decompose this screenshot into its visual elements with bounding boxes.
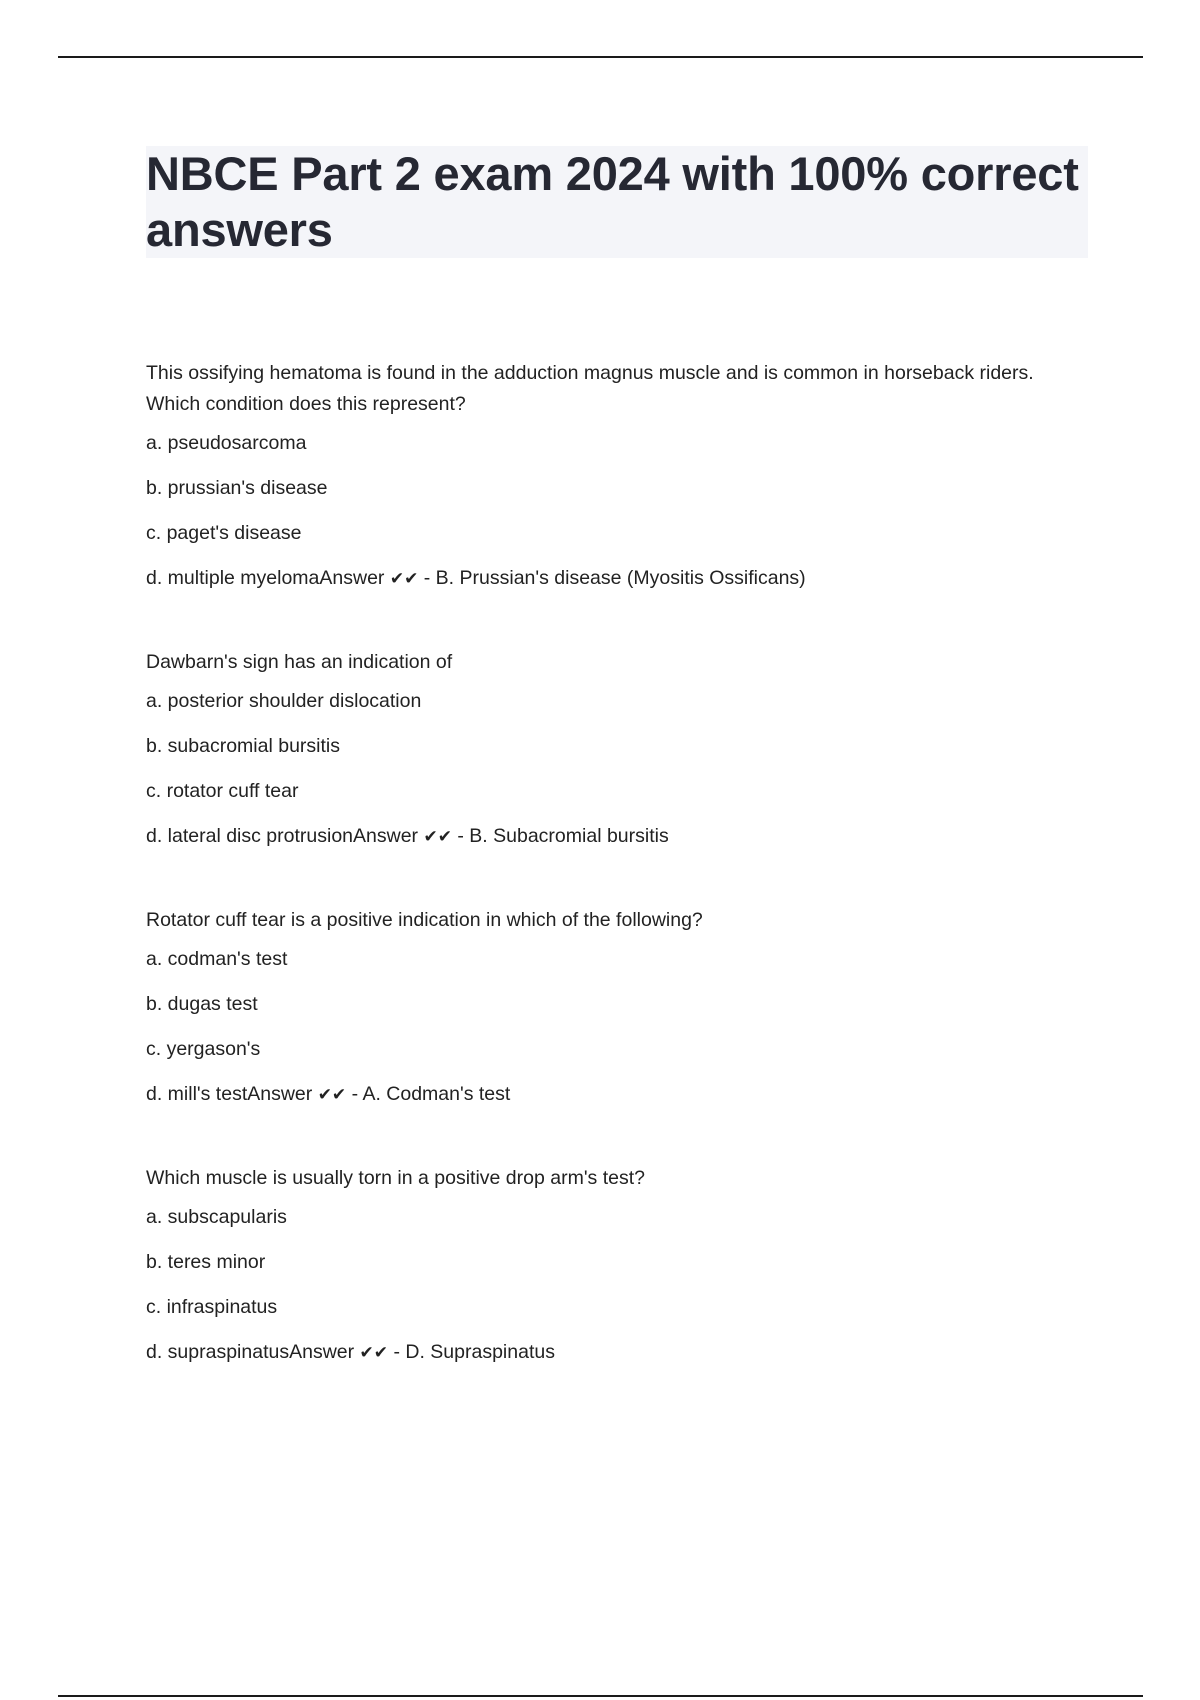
answer-text: - B. Subacromial bursitis <box>451 825 669 847</box>
option-c: c. rotator cuff tear <box>146 780 299 802</box>
option-d-with-answer <box>146 1082 1088 1107</box>
question-list <box>146 358 1088 1365</box>
option-b: b. teres minor <box>146 1251 266 1273</box>
question-3 <box>146 905 1088 1107</box>
top-rule <box>58 56 1143 58</box>
document-title: NBCE Part 2 exam 2024 with 100% correct answers <box>146 147 1079 256</box>
option-a: a. subscapularis <box>146 1206 287 1228</box>
option-b: b. dugas test <box>146 993 258 1015</box>
question-1 <box>146 358 1088 591</box>
option-d: d. mill's testAnswer <box>146 1083 313 1105</box>
option-d-with-answer <box>146 824 1088 849</box>
document-body <box>146 146 1088 1421</box>
question-4 <box>146 1163 1088 1365</box>
question-text: Dawbarn's sign has an indication of <box>146 651 453 673</box>
answer-text: - B. Prussian's disease (Myositis Ossificans) <box>418 567 806 589</box>
answer-text: - A. Codman's test <box>346 1083 511 1105</box>
option-a: a. codman's test <box>146 948 288 970</box>
question-text: Rotator cuff tear is a positive indication in which of the following? <box>146 909 703 931</box>
option-b: b. subacromial bursitis <box>146 735 340 757</box>
option-a: a. posterior shoulder dislocation <box>146 690 422 712</box>
option-d: d. multiple myelomaAnswer <box>146 567 385 589</box>
title-block <box>146 146 1088 258</box>
option-c: c. yergason's <box>146 1038 261 1060</box>
question-text: Which muscle is usually torn in a positive drop arm's test? <box>146 1167 646 1189</box>
check-icon: ✔✔ <box>389 569 419 589</box>
option-b: b. prussian's disease <box>146 477 328 499</box>
option-a: a. pseudosarcoma <box>146 432 307 454</box>
question-2 <box>146 647 1088 849</box>
option-c: c. infraspinatus <box>146 1296 278 1318</box>
option-d: d. supraspinatusAnswer <box>146 1341 355 1363</box>
option-d: d. lateral disc protrusionAnswer <box>146 825 419 847</box>
check-icon: ✔✔ <box>423 827 452 847</box>
option-d-with-answer <box>146 1340 1088 1365</box>
check-icon: ✔✔ <box>317 1085 347 1105</box>
check-icon: ✔✔ <box>359 1343 389 1363</box>
bottom-rule <box>58 1695 1143 1697</box>
question-text: This ossifying hematoma is found in the adduction magnus muscle and is common in horseback riders. Which condition does this represent? <box>146 362 1034 415</box>
option-d-with-answer <box>146 566 1088 591</box>
answer-text: - D. Supraspinatus <box>388 1341 555 1363</box>
option-c: c. paget's disease <box>146 522 302 544</box>
